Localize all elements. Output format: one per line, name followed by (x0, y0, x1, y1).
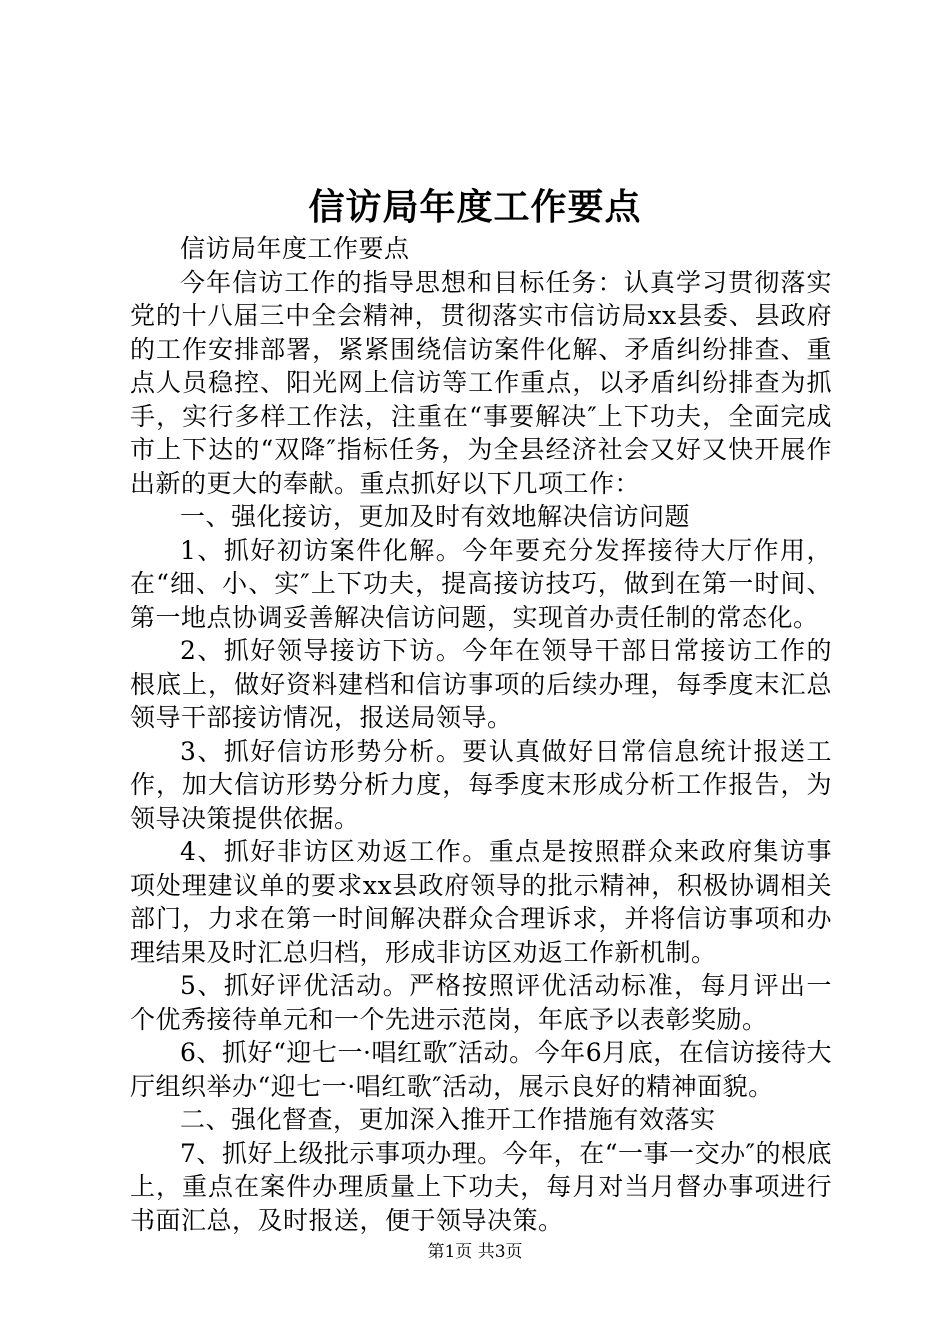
paragraph-subtitle: 信访局年度工作要点 (180, 234, 410, 263)
document-title: 信访局年度工作要点 (308, 187, 642, 228)
paragraph-item-3: 3、抓好信访形势分析。要认真做好日常信息统计报送工作，加大信访形势分析力度，每季度末形成分析工作报告，为领导决策提供依据。 (130, 736, 832, 833)
paragraph-item-2: 2、抓好领导接访下访。今年在领导干部日常接访工作的根底上，做好资料建档和信访事项的后续办理，每季度末汇总领导干部接访情况，报送局领导。 (130, 636, 832, 732)
paragraph-intro: 今年信访工作的指导思想和目标任务：认真学习贯彻落实党的十八届三中全会精神，贯彻落实市信访局xx县委、县政府的工作安排部署，紧紧围绕信访案件化解、矛盾纠纷排查、重点人员稳控、阳光网上信访等工作重点，以矛盾纠纷排查为抓手，实行多样工作法，注重在“事要解决″上下功夫，全面完成市上下达的“双降″指标任务，为全县经济社会又好又快开展作出新的更大的奉献。重点抓好以下几项工作： (130, 267, 832, 498)
paragraph-item-5: 5、抓好评优活动。严格按照评优活动标准，每月评出一个优秀接待单元和一个先进示范岗，年底予以表彰奖励。 (130, 971, 832, 1034)
paragraph-item-4: 4、抓好非访区劝返工作。重点是按照群众来政府集访事项处理建议单的要求xx县政府领导的批示精神，积极协调相关部门，力求在第一时间解决群众合理诉求，并将信访事项和办理结果及时汇总归档，形成非访区劝返工作新机制。 (130, 837, 832, 967)
section-heading-2: 二、强化督查，更加深入推开工作措施有效落实 (180, 1105, 716, 1134)
page-footer: 第1页 共3页 (427, 1242, 523, 1262)
paragraph-item-6: 6、抓好“迎七一·唱红歌″活动。今年6月底，在信访接待大厅组织举办“迎七一·唱红歌″活动，展示良好的精神面貌。 (130, 1038, 832, 1101)
document-body (130, 232, 832, 1237)
section-heading-1: 一、强化接访，更加及时有效地解决信访问题 (180, 502, 691, 531)
paragraph-item-7: 7、抓好上级批示事项办理。今年，在“一事一交办″的根底上，重点在案件办理质量上下功夫，每月对当月督办事项进行书面汇总，及时报送，便于领导决策。 (130, 1138, 832, 1235)
paragraph-item-1: 1、抓好初访案件化解。今年要充分发挥接待大厅作用，在“细、小、实″上下功夫，提高接访技巧，做到在第一时间、第一地点协调妥善解决信访问题，实现首办责任制的常态化。 (130, 535, 832, 632)
